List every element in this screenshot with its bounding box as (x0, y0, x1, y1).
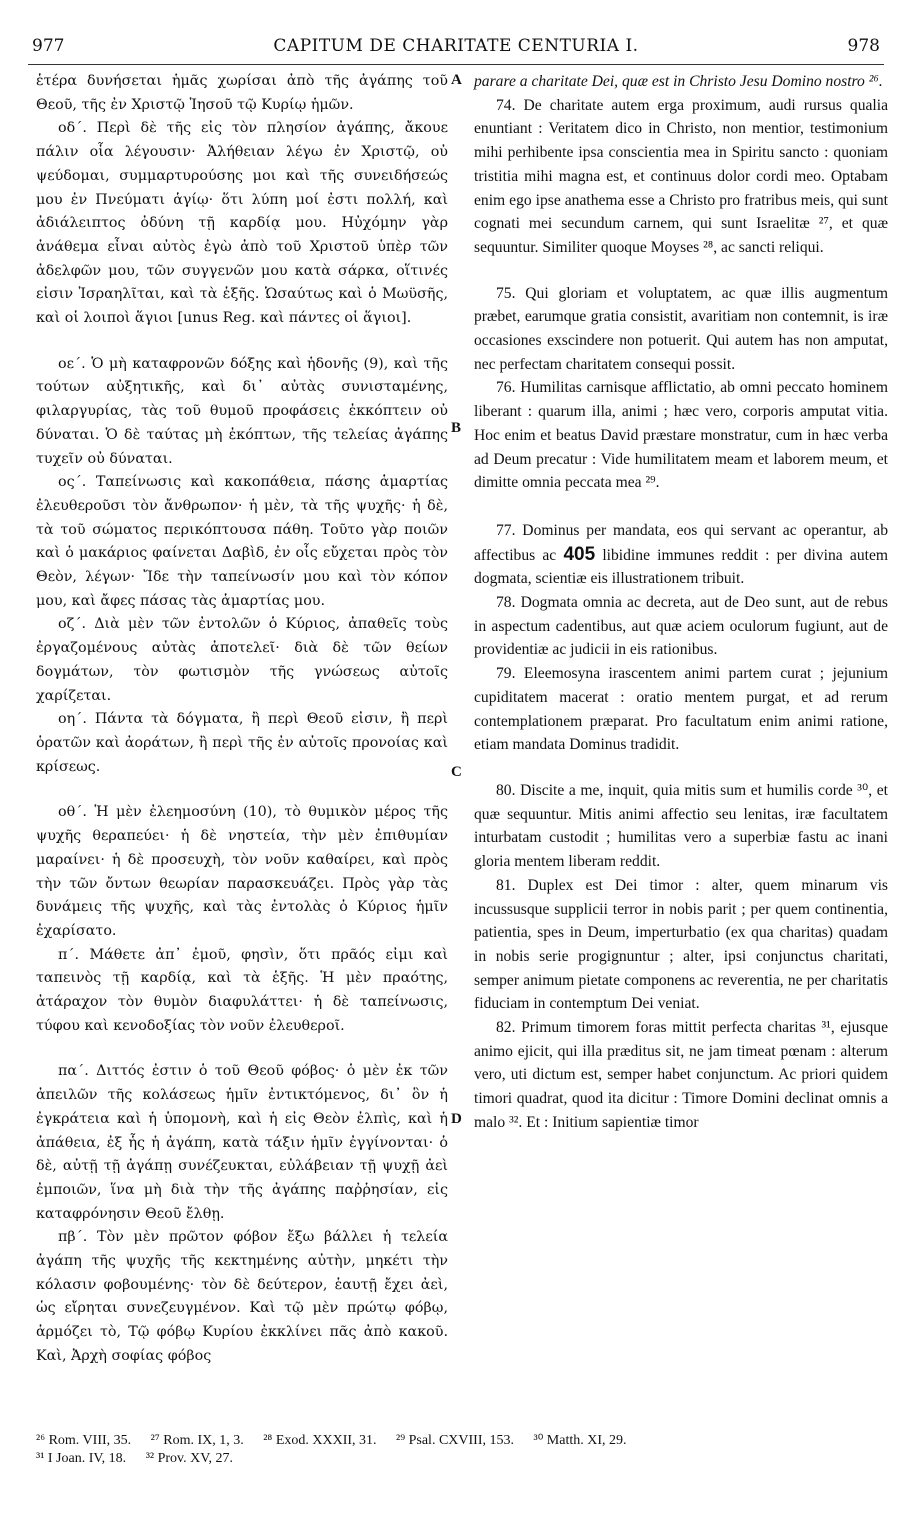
latin-paragraph: parare a charitate Dei, quæ est in Christo Jesu Domino nostro ²⁶. (474, 73, 883, 90)
latin-paragraph: 74. De charitate autem erga proximum, audi rursus qualia enuntiant : Veritatem dico in Christo, non mentior, testimonium mihi perhibente ipsa conscientia mea in Spiritu sancto : quoniam tristitia mihi magna est, et continuus dolor cordi meo. Optabam enim ego ipse anathema esse a Christo pro fratribus meis, qui sunt cognati mei secundum carnem, qui sunt Israelitæ ²⁷, et quæ sequuntur. Similiter quoque Moyses ²⁸, ac sancti reliqui. (474, 96, 888, 256)
footnote: ²⁸ Exod. XXXII, 31. (263, 1433, 377, 1448)
latin-column (474, 70, 888, 1135)
latin-paragraph: 79. Eleemosyna irascentem animi partem curat ; jejunium cupiditatem macerat : oratio mentem purgat, et ad rerum contemplationem præparat. Pro facultatum enim animi ratione, etiam mandata Dominus tradidit. (474, 665, 888, 754)
running-title: CAPITUM DE CHARITATE CENTURIA I. (273, 36, 639, 56)
latin-paragraph: 82. Primum timorem foras mittit perfecta charitas ³¹, ejusque animo ejicit, qui illa præditus sit, ne jam timeat pœnam : alterum vero, uti dictum est, semper habet conjunctum. Ac priori quidem timori quadrat, quod ita dicitur : Timore Domini declinat omnis a malo ³². Et : Initium sapientiæ timor (474, 1019, 888, 1131)
footnotes-line-2 (36, 1451, 886, 1467)
margin-marker-b: B (451, 420, 462, 436)
footnote: ²⁷ Rom. IX, 1, 3. (150, 1433, 244, 1448)
latin-paragraph (474, 519, 888, 591)
greek-paragraph: π΄. Μάθετε ἀπ᾽ ἐμοῦ, φησὶν, ὅτι πρᾶός εἰμι καὶ ταπεινὸς τῇ καρδίᾳ, καὶ τὰ ἑξῆς. Ἡ μὲν πραότης, ἀτάραχον τὸν θυμὸν διαφυλάττει· ἡ δὲ ταπείνωσις, τύφου καὶ κενοδοξίας τὸν νοῦν ἐλευθεροῖ. (36, 946, 448, 1034)
greek-paragraph: οθ΄. Ἡ μὲν ἐλεημοσύνη (10), τὸ θυμικὸν μέρος τῆς ψυχῆς θεραπεύει· ἡ δὲ νηστεία, τὴν μὲν ἐπιθυμίαν μαραίνει· ἡ δὲ προσευχὴ, τὸν νοῦν καθαίρει, καὶ πρὸς τὴν τῶν ὄντων θεωρίαν παρασκευάζει. Πρὸς γὰρ τὰς δυνάμεις τῆς ψυχῆς, καὶ τὰς ἐντολὰς ὁ Κύριος ἡμῖν ἐχαρίσατο. (36, 804, 448, 939)
footnote: ²⁶ Rom. VIII, 35. (36, 1433, 132, 1448)
greek-paragraph: οε΄. Ὁ μὴ καταφρονῶν δόξης καὶ ἡδονῆς (9), καὶ τῆς τούτων αὐξητικῆς, καὶ δι᾽ αὐτὰς συνισταμένης, φιλαργυρίας, τὰς τοῦ θυμοῦ προφάσεις ἐκκόπτειν οὐ δύναται. Ὁ δὲ ταύτας μὴ ἐκόπτων, τῆς τελείας ἀγάπης τυχεῖν οὐ δύναται. (36, 355, 448, 467)
margin-marker-c: C (451, 764, 462, 780)
page-number-right: 978 (847, 36, 880, 56)
margin-marker-a: A (451, 72, 462, 88)
greek-paragraph: πα΄. Διττός ἐστιν ὁ τοῦ Θεοῦ φόβος· ὁ μὲν ἐκ τῶν ἀπειλῶν τῆς κολάσεως ἡμῖν ἐντικτόμενος, δι᾽ ὃν ἡ ἐγκράτεια καὶ ἡ ὑπομονὴ, καὶ ἡ εἰς Θεὸν ἐλπὶς, καὶ ἡ ἀπάθεια, ἐξ ἧς ἡ ἀγάπη, κατὰ τάξιν ἡμῖν ἐγγίνονται· ὁ δὲ, αὐτῇ τῇ ἀγάπῃ συνέζευκται, εὐλάβειαν τῇ ψυχῇ ἀεὶ ἐμποιῶν, ἵνα μὴ διὰ τὴν τῆς ἀγάπης παῤῥησίαν, εἰς καταφρόνησιν Θεοῦ ἔλθῃ. (36, 1063, 448, 1222)
latin-paragraph: 78. Dogmata omnia ac decreta, aut de Deo sunt, aut de rebus in aspectum cadentibus, aut quæ aciem oculorum fugiunt, aut de providentiæ ac judicii in eis rationibus. (474, 594, 888, 659)
footnotes-line-1 (36, 1432, 886, 1449)
footnote: ²⁹ Psal. CXVIII, 153. (396, 1433, 514, 1448)
latin-text: libidine immunes reddit : per divina autem dogmata, scientiæ eis illustrationem tribuit. (474, 546, 889, 588)
greek-paragraph: οζ΄. Διὰ μὲν τῶν ἐντολῶν ὁ Κύριος, ἀπαθεῖς τοὺς ἐργαζομένους αὐτὰς ἀποτελεῖ· διὰ δὲ τῶν θείων δογμάτων, τὸν φωτισμὸν τῆς γνώσεως αὐτοῖς χαρίζεται. (36, 616, 448, 704)
column-number: 405 (563, 543, 596, 565)
page-header (28, 34, 884, 65)
footnote: ³² Prov. XV, 27. (145, 1451, 234, 1466)
greek-paragraph: ἑτέρα δυνήσεται ἡμᾶς χωρίσαι ἀπὸ τῆς ἀγάπης τοῦ Θεοῦ, τῆς ἐν Χριστῷ Ἰησοῦ τῷ Κυρίῳ ἡμῶν. (36, 73, 448, 113)
greek-paragraph: ος΄. Ταπείνωσις καὶ κακοπάθεια, πάσης ἁμαρτίας ἐλευθεροῦσι τὸν ἄνθρωπον· ἡ μὲν, τὰ τῆς ψυχῆς· ἡ δὲ, τὰ τοῦ σώματος περικόπτουσα πάθη. Τοῦτο γὰρ ποιῶν καὶ ὁ μακάριος φαίνεται Δαβὶδ, ἐν οἷς εὔχεται πρὸς τὸν Θεὸν, λέγων· Ἴδε τὴν ταπείνωσίν μου καὶ τὸν κόπον μου, καὶ ἄφες πάσας τὰς ἁμαρτίας μου. (36, 474, 448, 609)
footnote: ³⁰ Matth. XI, 29. (533, 1433, 627, 1448)
latin-paragraph: 76. Humilitas carnisque afflictatio, ab omni peccato hominem liberant : quarum illa, animi ; hæc vero, corporis amputat vitia. Hoc enim et beatus David præstare monstratur, cum in hæc verba ad Deum precatur : Vide humilitatem meam et laborem meum, et dimitte omnia peccata mea ²⁹. (474, 379, 888, 492)
greek-paragraph: οη΄. Πάντα τὰ δόγματα, ἢ περὶ Θεοῦ εἰσιν, ἢ περὶ ὁρατῶν καὶ ἀοράτων, ἢ περὶ τῆς ἐν αὐτοῖς προνοίας καὶ κρίσεως. (36, 711, 448, 775)
footnote: ³¹ I Joan. IV, 18. (36, 1451, 127, 1466)
latin-paragraph: 75. Qui gloriam et voluptatem, ac quæ illis augmentum præbet, earumque gratia consistit, avaritiam non contemnit, is iræ occasiones exscindere non potuerit. Qui autem has non amputat, nec perfectam charitatem consequi possit. (474, 284, 888, 373)
latin-paragraph: 80. Discite a me, inquit, quia mitis sum et humilis corde ³⁰, et quæ sequuntur. Mitis animi affectio seu lenitas, iræ facultatem inturbatam custodit ; humilitas vero a superbiæ fastu ac inani gloria mentem liberam reddit. (474, 781, 888, 871)
greek-column (36, 70, 448, 1369)
greek-paragraph: πβ΄. Τὸν μὲν πρῶτον φόβον ἔξω βάλλει ἡ τελεία ἀγάπη τῆς ψυχῆς τῆς κεκτημένης αὐτὴν, μηκέτι τὴν κόλασιν φοβουμένης· τὸν δὲ δεύτερον, ἑαυτῇ ἔχει ἀεὶ, ὡς εἴρηται συνεζευγμένον. Καὶ τῷ μὲν πρώτῳ φόβῳ, ἁρμόζει τὸ, Τῷ φόβῳ Κυρίου ἐκκλίνει πᾶς ἀπὸ κακοῦ. Καὶ, Ἀρχὴ σοφίας φόβος (36, 1229, 448, 1364)
latin-text: 77. Dominus per mandata, eos qui servant ac operantur, ab affectibus ac (474, 521, 888, 564)
page-number-left: 977 (32, 36, 65, 56)
latin-paragraph: 81. Duplex est Dei timor : alter, quem minarum vis incussusque supplicii terror in nobis parit ; per quem continentia, patientia, spes in Deum, imperturbatio (ex qua charitas) quadam in nobis serie progignuntur ; alter, ipsi conjunctus charitati, semper animum pietate componens ac reverentia, ne per charitatis fiduciam in contemptum Dei veniat. (474, 876, 888, 1013)
margin-marker-d: D (451, 1111, 462, 1127)
greek-paragraph: οδ΄. Περὶ δὲ τῆς εἰς τὸν πλησίον ἀγάπης, ἄκουε πάλιν οἷα λέγουσιν· Ἀλήθειαν λέγω ἐν Χριστῷ, οὐ ψεύδομαι, συμμαρτυρούσης μοι καὶ τῆς συνειδήσεώς μου ἐν Πνεύματι ἁγίῳ· ὅτι λύπη μοί ἐστι πολλή, καὶ ἀδιάλειπτος ὀδύνη τῇ καρδίᾳ μου. Ηὐχόμην γὰρ ἀνάθεμα εἶναι αὐτὸς ἐγὼ ἀπὸ τοῦ Χριστοῦ ὑπὲρ τῶν ἀδελφῶν μου, τῶν συγγενῶν μου κατὰ σάρκα, οἵτινές εἰσιν Ἰσραηλῖται, καὶ τὰ ἑξῆς. Ὡσαύτως καὶ ὁ Μωϋσῆς, καὶ οἱ λοιποὶ ἅγιοι [unus Reg. καὶ πάντες οἱ ἅγιοι]. (36, 120, 448, 327)
